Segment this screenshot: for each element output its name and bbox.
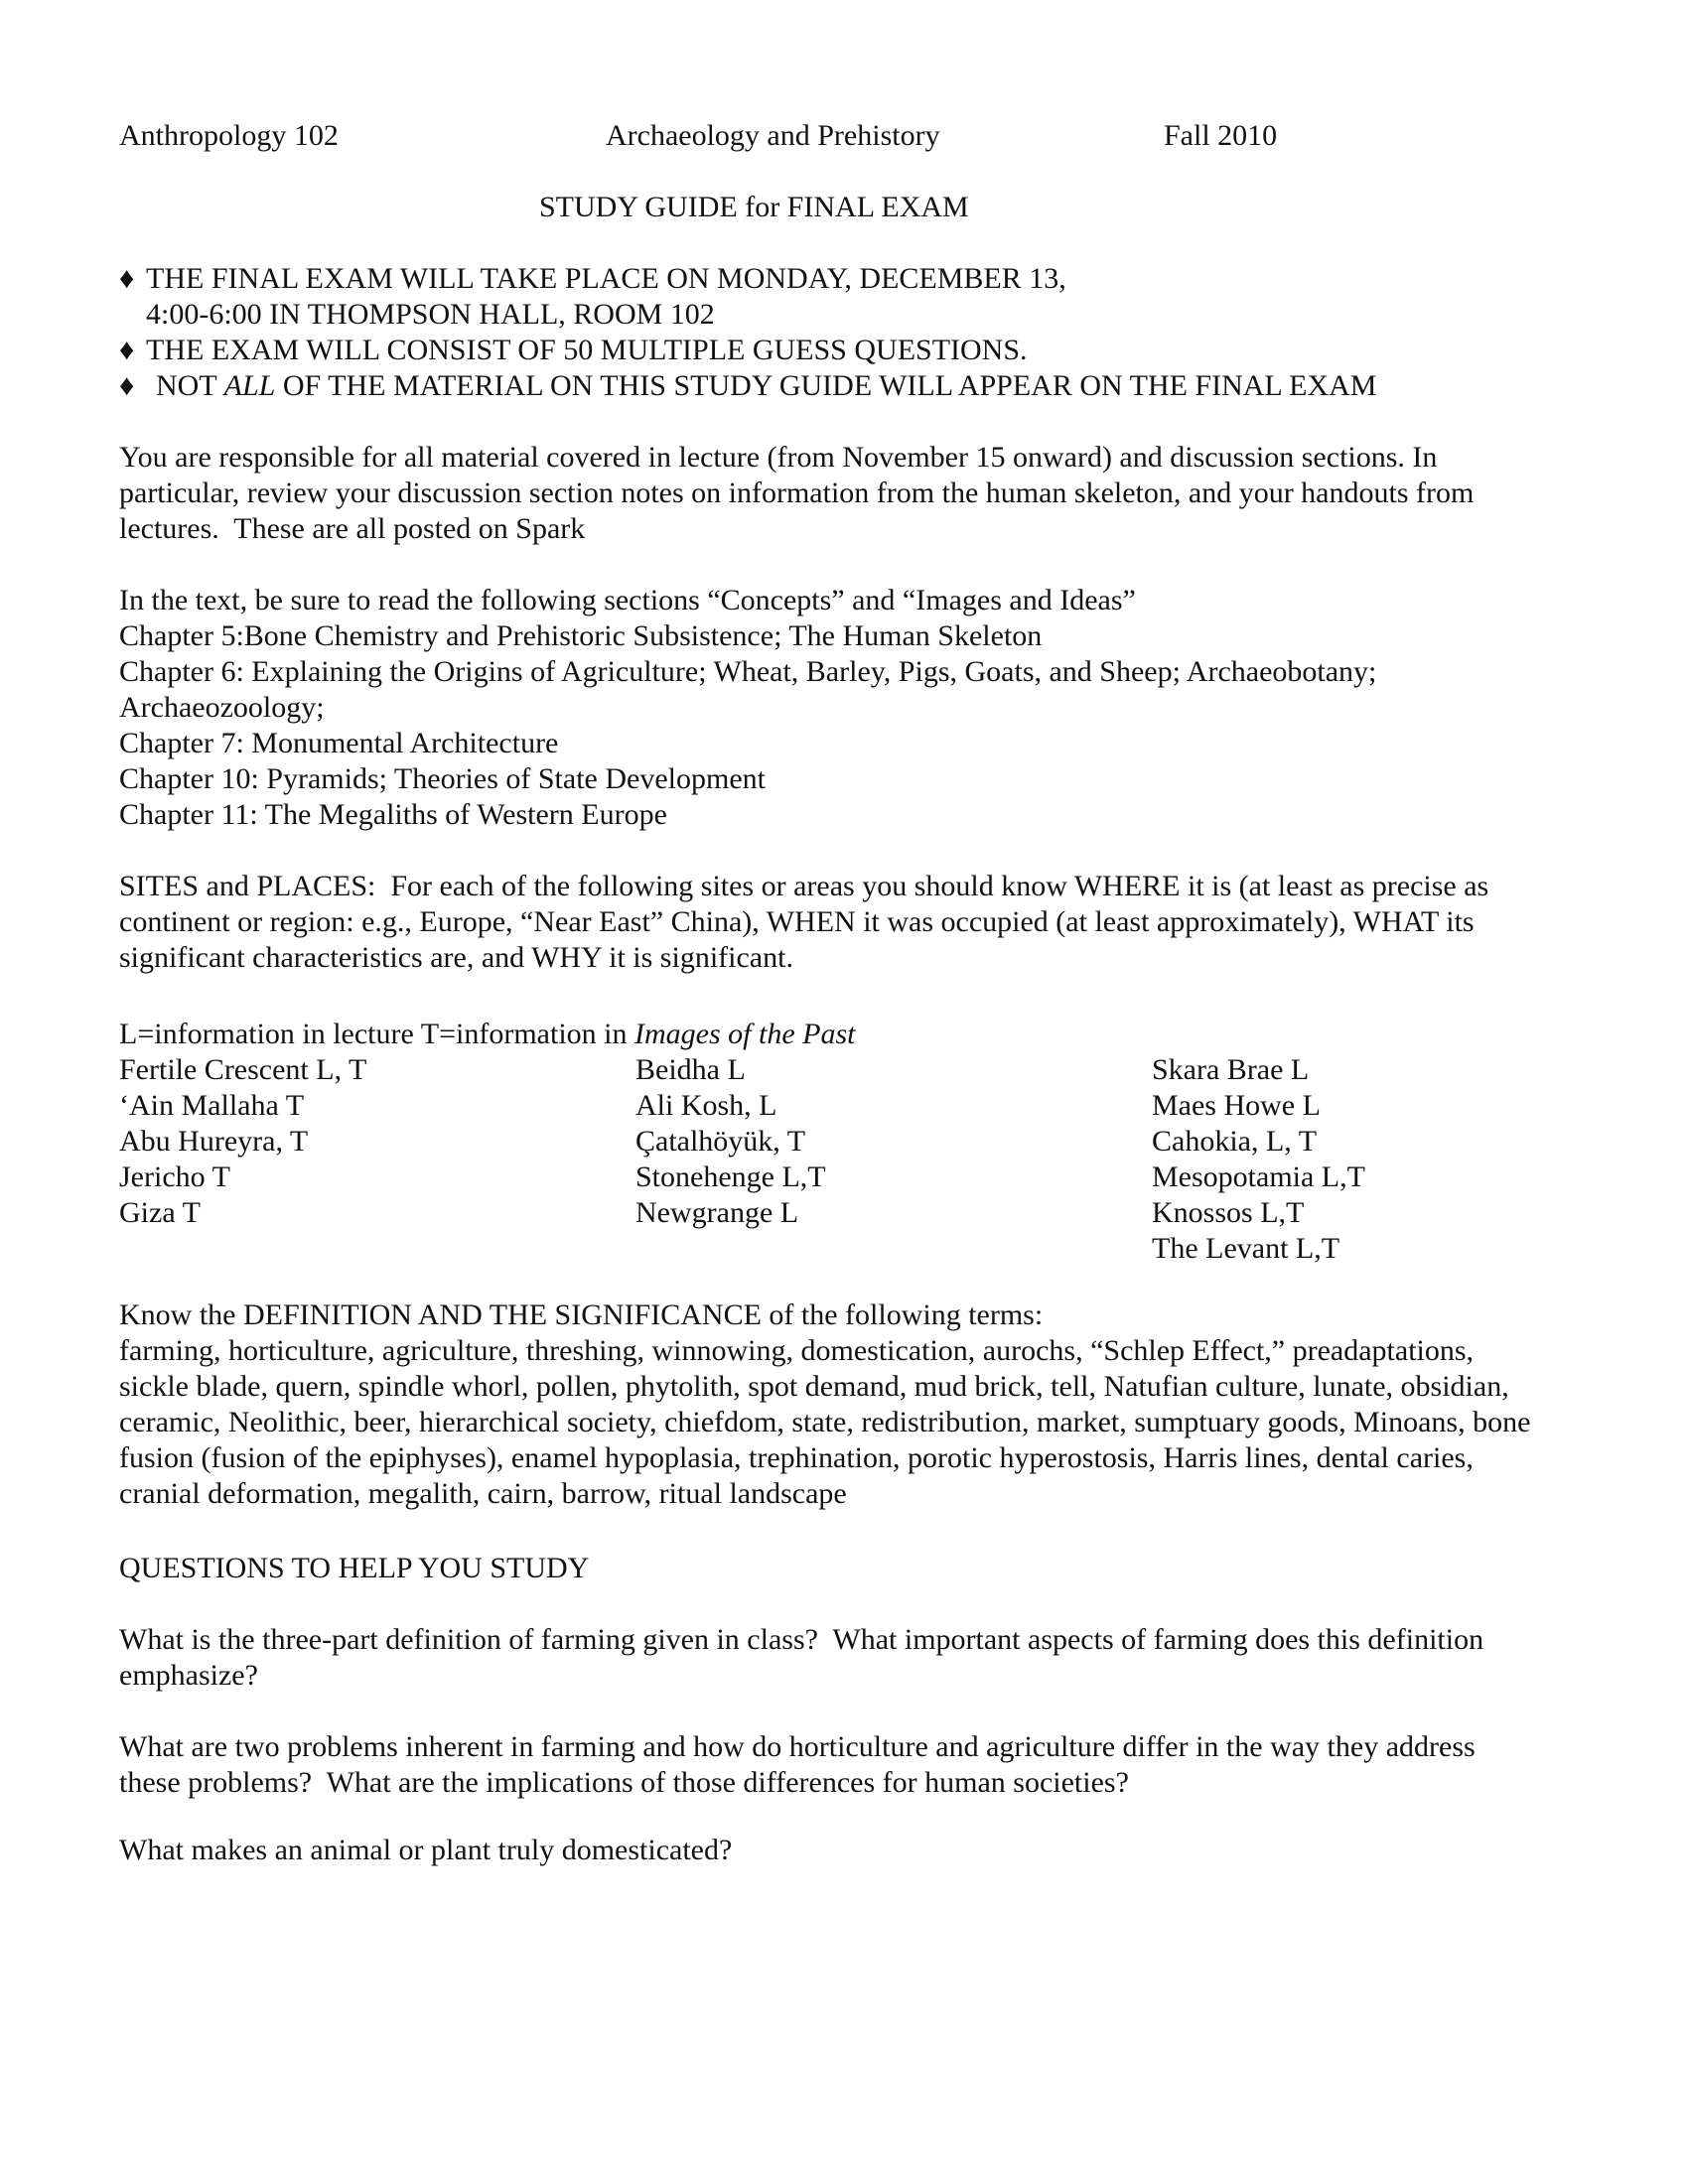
responsibility-paragraph bbox=[119, 440, 1474, 547]
text-line: SITES and PLACES: For each of the following sites or areas you should know WHERE it is (at least as precise as bbox=[119, 870, 1489, 902]
site-item: Knossos L,T bbox=[1152, 1196, 1305, 1229]
site-item: Jericho T bbox=[119, 1160, 230, 1193]
bullet-diamond-icon: ♦ bbox=[119, 262, 135, 295]
site-item: Mesopotamia L,T bbox=[1152, 1160, 1365, 1193]
exam-note-text bbox=[146, 369, 1376, 402]
text-line: Know the DEFINITION AND THE SIGNIFICANCE of the following terms: bbox=[119, 1298, 1044, 1331]
exam-note-italic: ALL bbox=[223, 369, 276, 402]
text-line: Chapter 7: Monumental Architecture bbox=[119, 727, 559, 759]
text-line: You are responsible for all material covered in lecture (from November 15 onward) and discussion sections. In bbox=[119, 441, 1438, 474]
text-line: What are two problems inherent in farming and how do horticulture and agriculture differ in the way they address bbox=[119, 1730, 1476, 1763]
questions-heading: QUESTIONS TO HELP YOU STUDY bbox=[119, 1552, 590, 1584]
legend-line bbox=[119, 1017, 855, 1052]
question-2 bbox=[119, 1729, 1476, 1801]
bullet-diamond-icon: ♦ bbox=[119, 369, 135, 402]
header-course-title: Archaeology and Prehistory bbox=[606, 119, 940, 152]
site-item: Skara Brae L bbox=[1152, 1053, 1310, 1086]
exam-format-text: THE EXAM WILL CONSIST OF 50 MULTIPLE GUESS QUESTIONS. bbox=[146, 334, 1028, 366]
text-line: fusion (fusion of the epiphyses), enamel hypoplasia, trephination, porotic hyperostosis, Harris lines, dental caries, bbox=[119, 1441, 1474, 1474]
site-list-column-1 bbox=[119, 1052, 366, 1231]
text-line: these problems? What are the implications of those differences for human societies? bbox=[119, 1766, 1129, 1799]
text-line: continent or region: e.g., Europe, “Near East” China), WHEN it was occupied (at least approximately), WHAT its bbox=[119, 905, 1475, 938]
exam-date-text: THE FINAL EXAM WILL TAKE PLACE ON MONDAY, DECEMBER 13, bbox=[146, 262, 1066, 295]
text-line: What is the three-part definition of farming given in class? What important aspects of farming does this definition bbox=[119, 1623, 1484, 1656]
question-3 bbox=[119, 1833, 732, 1868]
site-list-column-2 bbox=[635, 1052, 826, 1231]
reading-assignments bbox=[119, 583, 1376, 833]
site-item: Cahokia, L, T bbox=[1152, 1125, 1318, 1158]
site-item: Beidha L bbox=[635, 1053, 746, 1086]
text-line: Chapter 10: Pyramids; Theories of State Development bbox=[119, 762, 766, 795]
text-line: cranial deformation, megalith, cairn, barrow, ritual landscape bbox=[119, 1477, 847, 1510]
text-line: lectures. These are all posted on Spark bbox=[119, 512, 586, 545]
site-item: The Levant L,T bbox=[1152, 1232, 1340, 1265]
site-item: Ali Kosh, L bbox=[635, 1089, 777, 1122]
exam-date-line bbox=[119, 261, 1376, 297]
exam-note-line bbox=[119, 368, 1376, 404]
site-item: Maes Howe L bbox=[1152, 1089, 1321, 1122]
legend-pre: L=information in lecture T=information in bbox=[119, 1018, 634, 1050]
text-line: emphasize? bbox=[119, 1659, 258, 1692]
exam-note-post: OF THE MATERIAL ON THIS STUDY GUIDE WILL APPEAR ON THE FINAL EXAM bbox=[275, 369, 1377, 402]
text-line: Chapter 11: The Megaliths of Western Europe bbox=[119, 798, 667, 831]
text-line: particular, review your discussion section notes on information from the human skeleton, and your handouts from bbox=[119, 477, 1475, 509]
header-term: Fall 2010 bbox=[1164, 119, 1278, 152]
site-item: Çatalhöyük, T bbox=[635, 1125, 806, 1158]
text-line: Chapter 5:Bone Chemistry and Prehistoric Subsistence; The Human Skeleton bbox=[119, 619, 1043, 652]
text-line: farming, horticulture, agriculture, threshing, winnowing, domestication, aurochs, “Schlep Effect,” preadaptations, bbox=[119, 1334, 1475, 1367]
site-item: Giza T bbox=[119, 1196, 201, 1229]
terms-section bbox=[119, 1297, 1530, 1512]
sites-places-paragraph bbox=[119, 869, 1488, 976]
text-line: What makes an animal or plant truly domesticated? bbox=[119, 1834, 733, 1866]
site-item: Fertile Crescent L, T bbox=[119, 1053, 367, 1086]
text-line: significant characteristics are, and WHY it is significant. bbox=[119, 941, 793, 974]
document-title: STUDY GUIDE for FINAL EXAM bbox=[539, 191, 969, 223]
text-line: Chapter 6: Explaining the Origins of Agriculture; Wheat, Barley, Pigs, Goats, and Sheep; Archaeobotany; bbox=[119, 655, 1377, 688]
exam-info-list bbox=[119, 261, 1376, 404]
text-line: sickle blade, quern, spindle whorl, pollen, phytolith, spot demand, mud brick, tell, Natufian culture, lunate, obsidian, bbox=[119, 1370, 1509, 1403]
header-course-number: Anthropology 102 bbox=[119, 119, 339, 152]
site-item: Newgrange L bbox=[635, 1196, 799, 1229]
site-item: ‘Ain Mallaha T bbox=[119, 1089, 305, 1122]
exam-note-pre: NOT bbox=[156, 369, 224, 402]
site-item: Stonehenge L,T bbox=[635, 1160, 826, 1193]
bullet-diamond-icon: ♦ bbox=[119, 334, 135, 366]
question-1 bbox=[119, 1622, 1483, 1694]
site-list-column-3 bbox=[1152, 1052, 1365, 1267]
site-item: Abu Hureyra, T bbox=[119, 1125, 309, 1158]
exam-format-line bbox=[119, 333, 1376, 368]
exam-location-line: 4:00-6:00 IN THOMPSON HALL, ROOM 102 bbox=[146, 298, 715, 331]
text-line: In the text, be sure to read the following sections “Concepts” and “Images and Ideas” bbox=[119, 584, 1136, 616]
legend-book-title: Images of the Past bbox=[634, 1018, 856, 1050]
text-line: Archaeozoology; bbox=[119, 691, 325, 724]
text-line: ceramic, Neolithic, beer, hierarchical society, chiefdom, state, redistribution, market, sumptuary goods, Minoans, bone bbox=[119, 1406, 1531, 1438]
